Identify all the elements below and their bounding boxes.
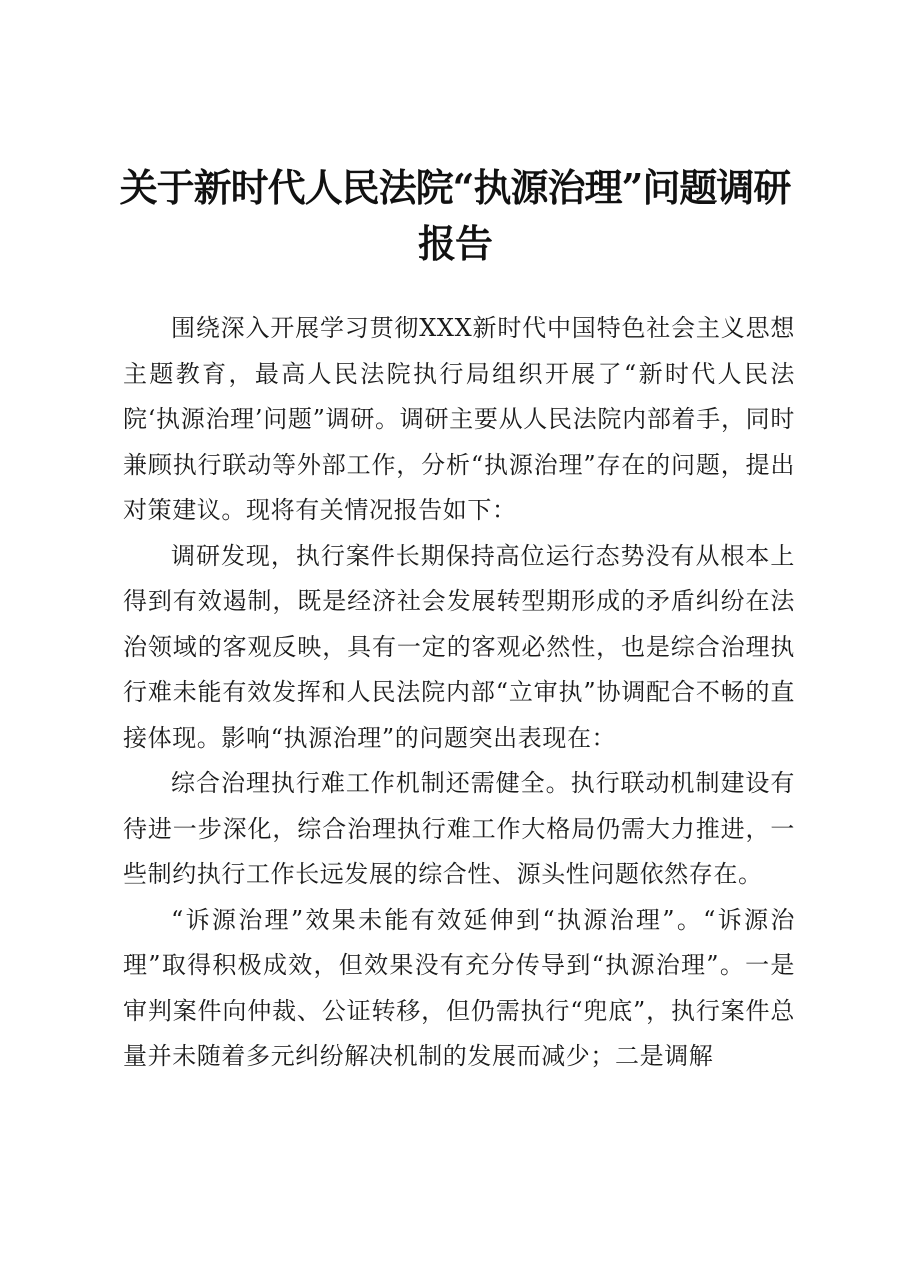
paragraph-litigation-source: “诉源治理”效果未能有效延伸到“执源治理”。“诉源治理”取得积极成效，但效果没有充分传导到“执源治理”。一是审判案件向仲裁、公证转移，但仍需执行“兜底”，执行案件总量并未随着多元纠纷解决机制的发展而减少；二是调解 — [123, 905, 795, 1070]
document-title: 关于新时代人民法院“执源治理”问题调研报告 — [119, 165, 791, 266]
paragraph-findings: 调研发现，执行案件长期保持高位运行态势没有从根本上得到有效遏制，既是经济社会发展转型期形成的矛盾纠纷在法治领域的客观反映，具有一定的客观必然性，也是综合治理执行难未能有效发挥和人民法院内部“立审执”协调配合不畅的直接体现。影响“执源治理”的问题突出表现在： — [123, 541, 795, 752]
paragraph-intro: 围绕深入开展学习贯彻XXX新时代中国特色社会主义思想主题教育，最高人民法院执行局组织开展了“新时代人民法院‘执源治理’问题”调研。调研主要从人民法院内部着手，同时兼顾执行联动等外部工作，分析“执源治理”存在的问题，提出对策建议。现将有关情况报告如下： — [123, 314, 795, 524]
paragraph-mechanism: 综合治理执行难工作机制还需健全。执行联动机制建设有待进一步深化，综合治理执行难工作大格局仍需大力推进，一些制约执行工作长远发展的综合性、源头性问题依然存在。 — [123, 769, 795, 888]
document-body — [123, 306, 795, 1080]
